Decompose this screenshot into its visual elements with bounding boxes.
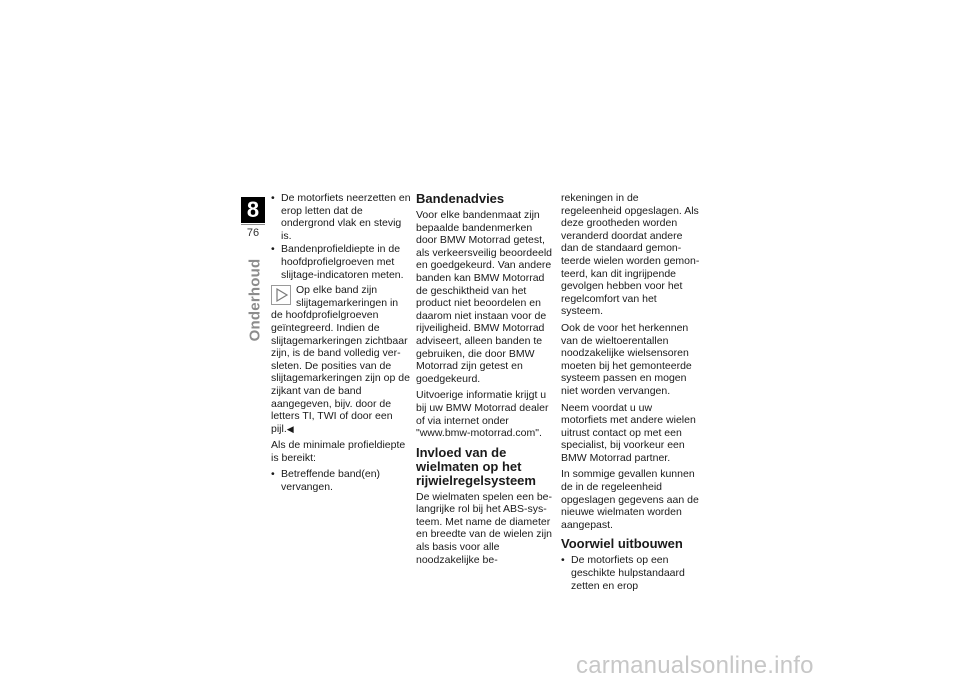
steps-list-a <box>271 192 411 281</box>
steps-list-b <box>271 468 411 493</box>
page-number: 76 <box>246 227 260 239</box>
heading-wheel-size-influence: Invloed van de wielmaten op het rijwielregelsysteem <box>416 444 536 488</box>
chapter-number: 8 <box>241 197 265 223</box>
paragraph-wheel-sensors: Ook de voor het herkennen van de wieltoerentallen noodzakelijke wielsensoren moeten bij het gemonteerde systeem passen en mogen niet worden vervangen. <box>561 321 692 397</box>
column-1 <box>271 192 411 497</box>
caution-triangle-icon <box>271 285 291 305</box>
chapter-divider <box>241 224 265 225</box>
column-3 <box>561 192 701 595</box>
steps-list-front-wheel <box>561 554 701 592</box>
list-item: • Bandenprofieldiepte in de hoofdprofielgroeven met slijtage-indicatoren meten. <box>271 243 411 281</box>
end-of-note-mark: ◀ <box>286 423 294 434</box>
list-item: • De motorfiets op een geschikte hulpstandaard zetten en erop <box>561 554 701 592</box>
paragraph-wheel-size-influence: De wielmaten spelen een belangrijke rol bij het ABS-systeem. Met name de diameter en breedte van de wielen zijn als basis voor alle noodzakelijke be- <box>416 490 553 566</box>
paragraph-tyre-advice-2: Uitvoerige informatie krijgt u bij uw BMW Motorrad dealer of via internet onder "www.bmw-motorrad.com". <box>416 389 549 440</box>
list-item: • De motorfiets neerzetten en erop letten dat de ondergrond vlak en stevig is. <box>271 192 411 242</box>
chapter-side-title: Onderhoud <box>246 258 264 342</box>
caution-note <box>271 284 411 435</box>
paragraph-continued: rekeningen in de regeleenheid opgeslagen. Als deze grootheden worden veranderd doordat andere dan de standaard gemonteerde wielen worden gemonteerd, kan dit ingrijpende gevolgen hebben voor het regelcomfort van het systeem. <box>561 192 700 318</box>
paragraph-contact-partner: Neem voordat u uw motorfiets met andere wielen uitrust contact op met een specialist, bij voorkeur een BMW Motorrad partner. <box>561 401 696 464</box>
paragraph-min-depth: Als de minimale profieldiepte is bereikt: <box>271 439 406 464</box>
caution-note-text: Op elke band zijn slijtagemarkeringen in de hoofdprofielgroeven geïntegreerd. Indien de slijtagemarkeringen zichtbaar zijn, is de band volledig versleten. De posities van de slijtagemarkeringen zijn op de zijkant van de band aangegeven, bijv. door de letters TI, TWI of door een pijl. <box>271 284 410 435</box>
list-item: • Betreffende band(en) vervangen. <box>271 468 411 493</box>
heading-tyre-advice: Bandenadvies <box>416 191 505 206</box>
paragraph-tyre-advice-1: Voor elke bandenmaat zijn bepaalde bandenmerken door BMW Motorrad getest, als verkeersveilig beoordeeld en goedgekeurd. Van andere banden kan BMW Motorrad de geschiktheid van het product niet beoordelen en daarom niet instaan voor de rijveiligheid. BMW Motorrad adviseert, alleen banden te gebruiken, die door BMW Motorrad zijn getest en goedgekeurd. <box>416 209 552 385</box>
column-2 <box>416 192 556 570</box>
heading-front-wheel-removal: Voorwiel uitbouwen <box>561 536 683 552</box>
paragraph-data-adjust: In sommige gevallen kunnen de in de regeleenheid opgeslagen gegevens aan de nieuwe wielmaten worden aangepast. <box>561 468 699 531</box>
watermark: carmanualsonline.info <box>576 652 814 679</box>
